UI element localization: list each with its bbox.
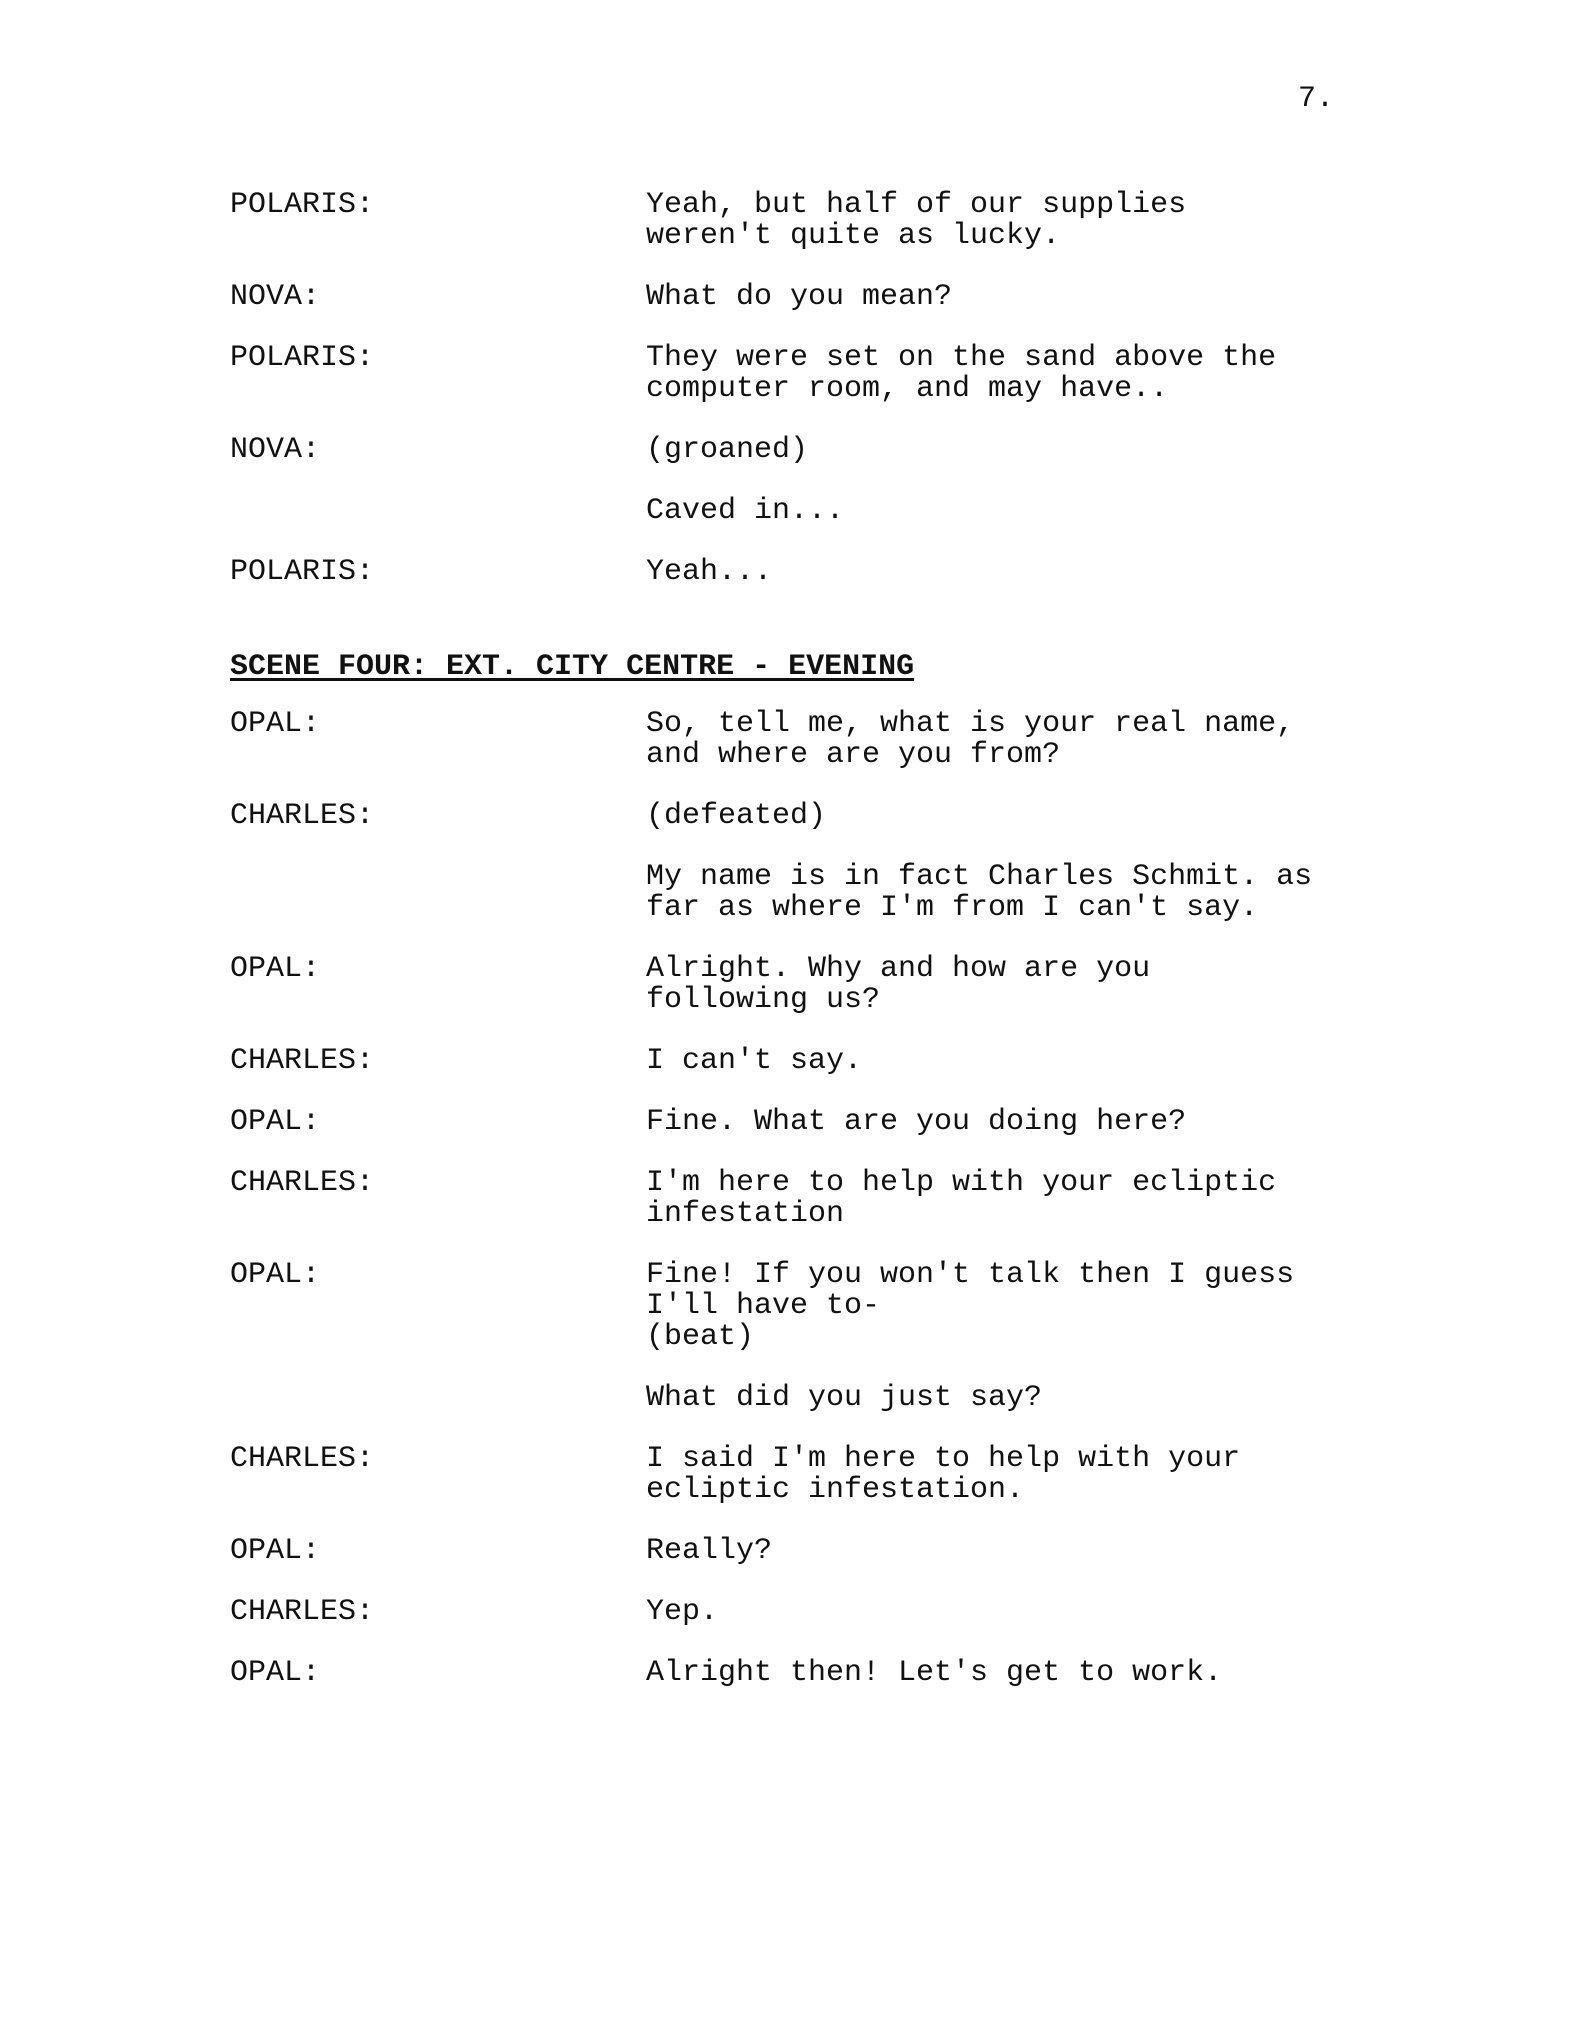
dialogue-line: I can't say. xyxy=(646,1044,863,1078)
character-name: CHARLES: xyxy=(230,799,375,833)
script-body xyxy=(0,190,1576,1719)
dialogue-line: weren't quite as lucky. xyxy=(646,219,1061,253)
dialogue-line: following us? xyxy=(646,983,881,1017)
dialogue-text xyxy=(646,435,1546,466)
dialogue-text xyxy=(646,1536,1546,1567)
dialogue-entry xyxy=(0,801,1576,832)
character-name: POLARIS: xyxy=(230,188,375,222)
dialogue-line: Fine! If you won't talk then I guess xyxy=(646,1258,1295,1292)
dialogue-entry xyxy=(0,343,1576,405)
dialogue-line: Yep. xyxy=(646,1595,719,1629)
dialogue-entry xyxy=(0,1107,1576,1138)
character-name: OPAL: xyxy=(230,1656,321,1690)
dialogue-line: ecliptic infestation. xyxy=(646,1473,1025,1507)
dialogue-line: I'll have to- xyxy=(646,1289,881,1323)
dialogue-entry xyxy=(0,1046,1576,1077)
dialogue-line: What did you just say? xyxy=(646,1381,1043,1415)
dialogue-line: Really? xyxy=(646,1534,773,1568)
dialogue-text xyxy=(646,557,1546,588)
character-name: CHARLES: xyxy=(230,1442,375,1476)
character-name: CHARLES: xyxy=(230,1595,375,1629)
dialogue-text xyxy=(646,1658,1546,1689)
dialogue-text xyxy=(646,1107,1546,1138)
character-name: CHARLES: xyxy=(230,1166,375,1200)
dialogue-text xyxy=(646,1168,1546,1230)
dialogue-text xyxy=(646,1046,1546,1077)
character-name: OPAL: xyxy=(230,1105,321,1139)
dialogue-text xyxy=(646,496,1546,527)
dialogue-line: I'm here to help with your ecliptic xyxy=(646,1166,1277,1200)
dialogue-block-scene-four xyxy=(0,709,1576,1689)
dialogue-line: So, tell me, what is your real name, xyxy=(646,707,1295,741)
dialogue-line: infestation xyxy=(646,1197,845,1231)
dialogue-text xyxy=(646,954,1546,1016)
dialogue-entry xyxy=(0,282,1576,313)
dialogue-line: Alright then! Let's get to work. xyxy=(646,1656,1223,1690)
dialogue-text xyxy=(646,1597,1546,1628)
character-name: NOVA: xyxy=(230,433,321,467)
dialogue-entry xyxy=(0,1383,1576,1414)
dialogue-entry xyxy=(0,1260,1576,1353)
dialogue-line: Alright. Why and how are you xyxy=(646,952,1151,986)
dialogue-entry xyxy=(0,862,1576,924)
dialogue-line: (groaned) xyxy=(646,433,809,467)
dialogue-entry xyxy=(0,709,1576,771)
dialogue-entry xyxy=(0,954,1576,1016)
dialogue-entry xyxy=(0,1597,1576,1628)
dialogue-entry xyxy=(0,435,1576,466)
dialogue-line: My name is in fact Charles Schmit. as xyxy=(646,860,1313,894)
dialogue-entry xyxy=(0,1658,1576,1689)
dialogue-entry xyxy=(0,190,1576,252)
character-name: OPAL: xyxy=(230,952,321,986)
character-name: POLARIS: xyxy=(230,555,375,589)
character-name: POLARIS: xyxy=(230,341,375,375)
dialogue-text xyxy=(646,801,1546,832)
dialogue-entry xyxy=(0,496,1576,527)
dialogue-entry xyxy=(0,1168,1576,1230)
character-name: CHARLES: xyxy=(230,1044,375,1078)
dialogue-line: They were set on the sand above the xyxy=(646,341,1277,375)
character-name: OPAL: xyxy=(230,707,321,741)
dialogue-line: (beat) xyxy=(646,1320,755,1354)
dialogue-text xyxy=(646,343,1546,405)
dialogue-entry xyxy=(0,1444,1576,1506)
dialogue-line: I said I'm here to help with your xyxy=(646,1442,1241,1476)
dialogue-line: (defeated) xyxy=(646,799,827,833)
character-name: OPAL: xyxy=(230,1534,321,1568)
dialogue-entry xyxy=(0,1536,1576,1567)
dialogue-text xyxy=(646,862,1546,924)
character-name: NOVA: xyxy=(230,280,321,314)
dialogue-line: and where are you from? xyxy=(646,738,1061,772)
dialogue-line: Yeah... xyxy=(646,555,773,589)
scene-heading-row xyxy=(0,652,1576,683)
dialogue-line: Fine. What are you doing here? xyxy=(646,1105,1187,1139)
dialogue-line: Yeah, but half of our supplies xyxy=(646,188,1187,222)
dialogue-line: computer room, and may have.. xyxy=(646,372,1169,406)
dialogue-entry xyxy=(0,557,1576,588)
dialogue-line: far as where I'm from I can't say. xyxy=(646,891,1259,925)
scene-heading: SCENE FOUR: EXT. CITY CENTRE - EVENING xyxy=(230,650,915,684)
dialogue-block-scene-three xyxy=(0,190,1576,588)
character-name: OPAL: xyxy=(230,1258,321,1292)
dialogue-text xyxy=(646,1383,1546,1414)
dialogue-text xyxy=(646,709,1546,771)
dialogue-text xyxy=(646,190,1546,252)
dialogue-line: Caved in... xyxy=(646,494,845,528)
page-number: 7. xyxy=(1298,82,1335,116)
dialogue-text xyxy=(646,1444,1546,1506)
dialogue-text xyxy=(646,282,1546,313)
dialogue-text xyxy=(646,1260,1546,1353)
dialogue-line: What do you mean? xyxy=(646,280,953,314)
